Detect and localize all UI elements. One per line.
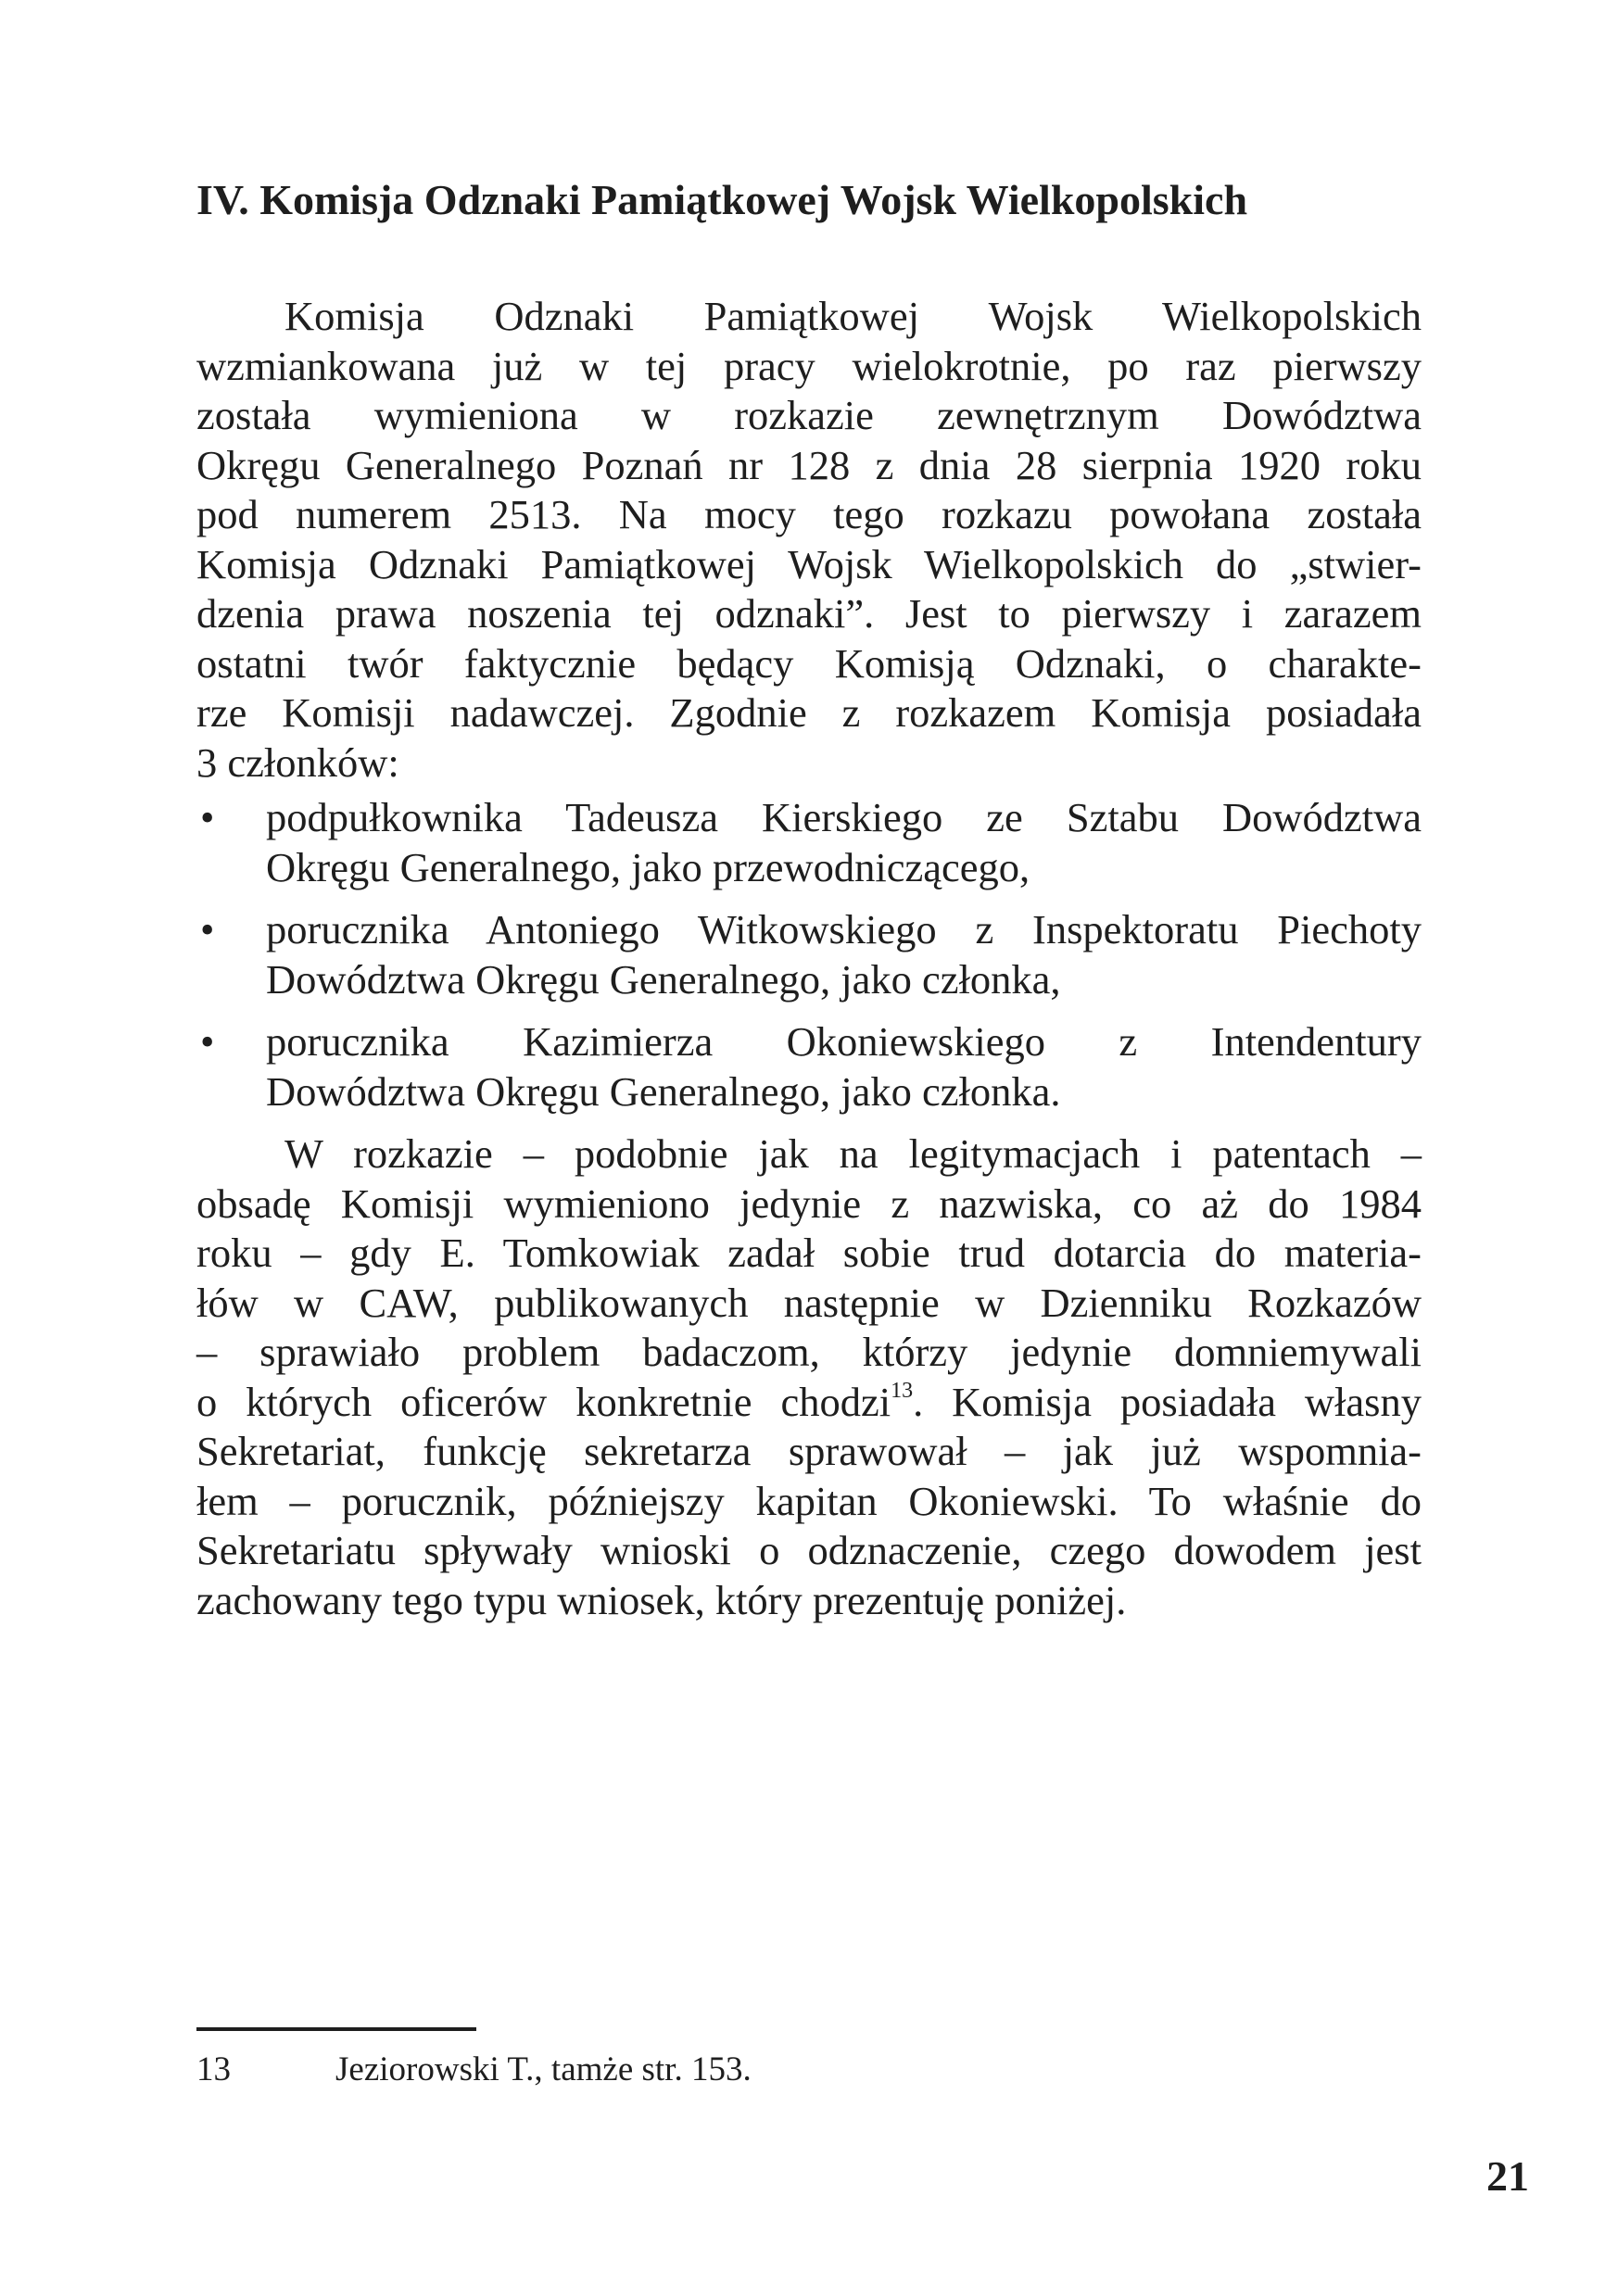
list-item (196, 793, 1422, 892)
bullet-icon: • (200, 907, 215, 952)
paragraph-line: obsadę Komisji wymieniono jedynie z nazwiska, co aż do 1984 (196, 1180, 1422, 1227)
section-heading: IV. Komisja Odznaki Pamiątkowej Wojsk Wielkopolskich (196, 176, 1248, 223)
paragraph-line: dzenia prawa noszenia tej odznaki”. Jest to pierwszy i zarazem (196, 590, 1422, 637)
footnote-divider (196, 2027, 476, 2031)
members-list (196, 793, 1422, 1116)
paragraph-line: została wymieniona w rozkazie zewnętrznym Dowództwa (196, 392, 1422, 438)
paragraph-line: Okręgu Generalnego Poznań nr 128 z dnia 28 sierpnia 1920 roku (196, 441, 1422, 488)
list-item-line: Dowództwa Okręgu Generalnego, jako członka. (266, 1067, 1061, 1115)
paragraph-line: pod numerem 2513. Na mocy tego rozkazu powołana została (196, 491, 1422, 537)
paragraph-line: Komisja Odznaki Pamiątkowej Wojsk Wielkopolskich do „stwier- (196, 540, 1422, 587)
paragraph-line: łów w CAW, publikowanych następnie w Dzienniku Rozkazów (196, 1279, 1422, 1326)
paragraph-line: ostatni twór faktycznie będący Komisją Odznaki, o charakte- (196, 639, 1422, 687)
paragraph-line: wzmiankowana już w tej pracy wielokrotnie, po raz pierwszy (196, 342, 1422, 389)
bullet-icon: • (200, 795, 215, 840)
page-number: 21 (1486, 2152, 1529, 2200)
paragraph-line: Sekretariatu spływały wnioski o odznaczenie, czego dowodem jest (196, 1527, 1422, 1573)
paragraph-line: roku – gdy E. Tomkowiak zadał sobie trud dotarcia do materia- (196, 1230, 1422, 1276)
footnote-text: Jeziorowski T., tamże str. 153. (335, 2050, 752, 2088)
list-item (196, 905, 1422, 1004)
footnote-number: 13 (196, 2050, 231, 2088)
paragraph-line: rze Komisji nadawczej. Zgodnie z rozkazem Komisja posiadała (196, 689, 1422, 736)
bullet-icon: • (200, 1019, 215, 1065)
paragraph-line: Komisja Odznaki Pamiątkowej Wojsk Wielkopolskich (284, 293, 1422, 339)
list-item-line: porucznika Antoniego Witkowskiego z Inspektoratu Piechoty (266, 906, 1422, 952)
paragraph-line: W rozkazie – podobnie jak na legitymacjach i patentach – (284, 1130, 1422, 1177)
list-item-line: Dowództwa Okręgu Generalnego, jako członka, (266, 955, 1061, 1003)
paragraph-line: Sekretariat, funkcję sekretarza sprawował – jak już wspomnia- (196, 1428, 1422, 1474)
footnote (196, 2049, 1123, 2091)
list-item (196, 1017, 1422, 1116)
paragraph-1 (196, 292, 1422, 788)
paragraph-line: łem – porucznik, późniejszy kapitan Okoniewski. To właśnie do (196, 1477, 1422, 1524)
paragraph-line: o których oficerów konkretnie chodzi$^{13}$. Komisja posiadała własny (196, 1378, 1422, 1425)
paragraph-2 (196, 1129, 1422, 1625)
list-item-line: porucznika Kazimierza Okoniewskiego z Intendentury (266, 1018, 1422, 1065)
paragraph-line: – sprawiało problem badaczom, którzy jedynie domniemywali (196, 1329, 1422, 1375)
list-item-line: Okręgu Generalnego, jako przewodniczącego, (266, 843, 1030, 890)
list-item-line: podpułkownika Tadeusza Kierskiego ze Sztabu Dowództwa (266, 794, 1422, 840)
footnote-reference[interactable]: 13 (891, 1378, 914, 1403)
body-text (196, 292, 1422, 1625)
paragraph-line: 3 członków: (196, 738, 399, 786)
paragraph-line: zachowany tego typu wniosek, który prezentuję poniżej. (196, 1576, 1127, 1623)
